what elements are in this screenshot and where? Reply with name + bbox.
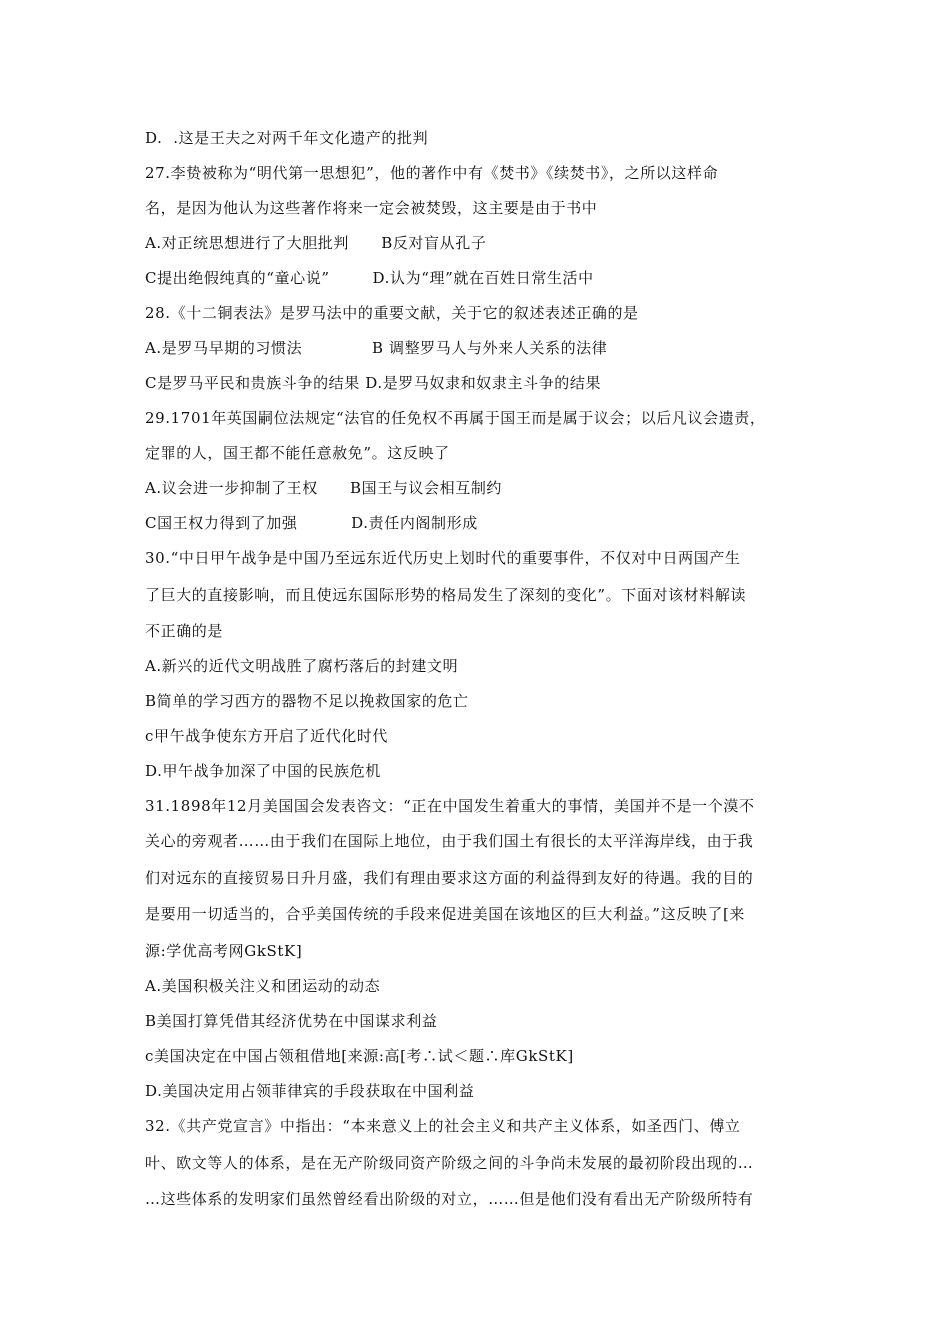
text-line: 们对远东的直接贸易日升月盛，我们有理由要求这方面的利益得到友好的待遇。我的目的 (145, 869, 754, 887)
text-line: C提出绝假纯真的“童心说” D.认为“理”就在百姓日常生活中 (145, 269, 594, 287)
text-line: 了巨大的直接影响，而且使远东国际形势的格局发生了深刻的变化”。下面对该材料解读 (145, 586, 747, 604)
text-line: c甲午战争使东方开启了近代化时代 (145, 727, 389, 745)
text-line: A.是罗马早期的习惯法 B 调整罗马人与外来人关系的法律 (145, 339, 608, 357)
text-line: 27.李贽被称为“明代第一思想犯”，他的著作中有《焚书》《续焚书》，之所以这样命 (145, 164, 719, 182)
text-line: 31.1898年12月美国国会发表咨文：“正在中国发生着重大的事情，美国并不是一个漠不 (145, 797, 755, 815)
text-line: …这些体系的发明家们虽然曾经看出阶级的对立，……但是他们没有看出无产阶级所特有 (145, 1190, 754, 1208)
text-line: A.对正统思想进行了大胆批判 B反对盲从孔子 (145, 234, 487, 252)
text-line: D. .这是王夫之对两千年文化遗产的批判 (145, 129, 429, 147)
text-line: A.新兴的近代文明战胜了腐朽落后的封建文明 (145, 657, 459, 675)
text-line: 不正确的是 (145, 622, 224, 640)
text-line: 名，是因为他认为这些著作将来一定会被焚毁，这主要是由于书中 (145, 199, 598, 217)
text-line: B美国打算凭借其经济优势在中国谋求利益 (145, 1012, 438, 1030)
text-line: 29.1701年英国嗣位法规定“法官的任免权不再属于国王而是属于议会；以后凡议会遗责， (145, 409, 766, 427)
text-line: D.甲午战争加深了中国的民族危机 (145, 762, 381, 780)
text-line: 叶、欧文等人的体系，是在无产阶级同资产阶级之间的斗争尚未发展的最初阶段出现的… (145, 1154, 754, 1172)
text-line: c美国决定在中国占领租借地[来源:高[考∴试＜题∴库GkStK] (145, 1047, 574, 1065)
text-line: A.议会进一步抑制了王权 B国王与议会相互制约 (145, 479, 503, 497)
text-line: 32.《共产党宣言》中指出：“本来意义上的社会主义和共产主义体系，如圣西门、傅立 (145, 1117, 741, 1135)
text-line: 关心的旁观者……由于我们在国际上地位，由于我们国土有很长的太平洋海岸线，由于我 (145, 832, 754, 850)
text-line: 定罪的人，国王都不能任意赦免”。这反映了 (145, 444, 450, 462)
text-line: A.美国积极关注义和团运动的动态 (145, 977, 381, 995)
text-line: D.美国决定用占领菲律宾的手段获取在中国利益 (145, 1082, 475, 1100)
text-line: C国王权力得到了加强 D.责任内阁制形成 (145, 514, 478, 532)
text-line: 30.“中日甲午战争是中国乃至远东近代历史上划时代的重要事件，不仅对中日两国产生 (145, 549, 741, 567)
text-line: 是要用一切适当的，合乎美国传统的手段来促进美国在该地区的巨大利益。”这反映了[来 (145, 905, 746, 923)
text-line: 源:学优高考网GkStK] (145, 942, 303, 960)
text-line: B简单的学习西方的器物不足以挽救国家的危亡 (145, 692, 469, 710)
text-line: C是罗马平民和贵族斗争的结果 D.是罗马奴隶和奴隶主斗争的结果 (145, 374, 602, 392)
text-line: 28.《十二铜表法》是罗马法中的重要文献，关于它的叙述表述正确的是 (145, 304, 639, 322)
